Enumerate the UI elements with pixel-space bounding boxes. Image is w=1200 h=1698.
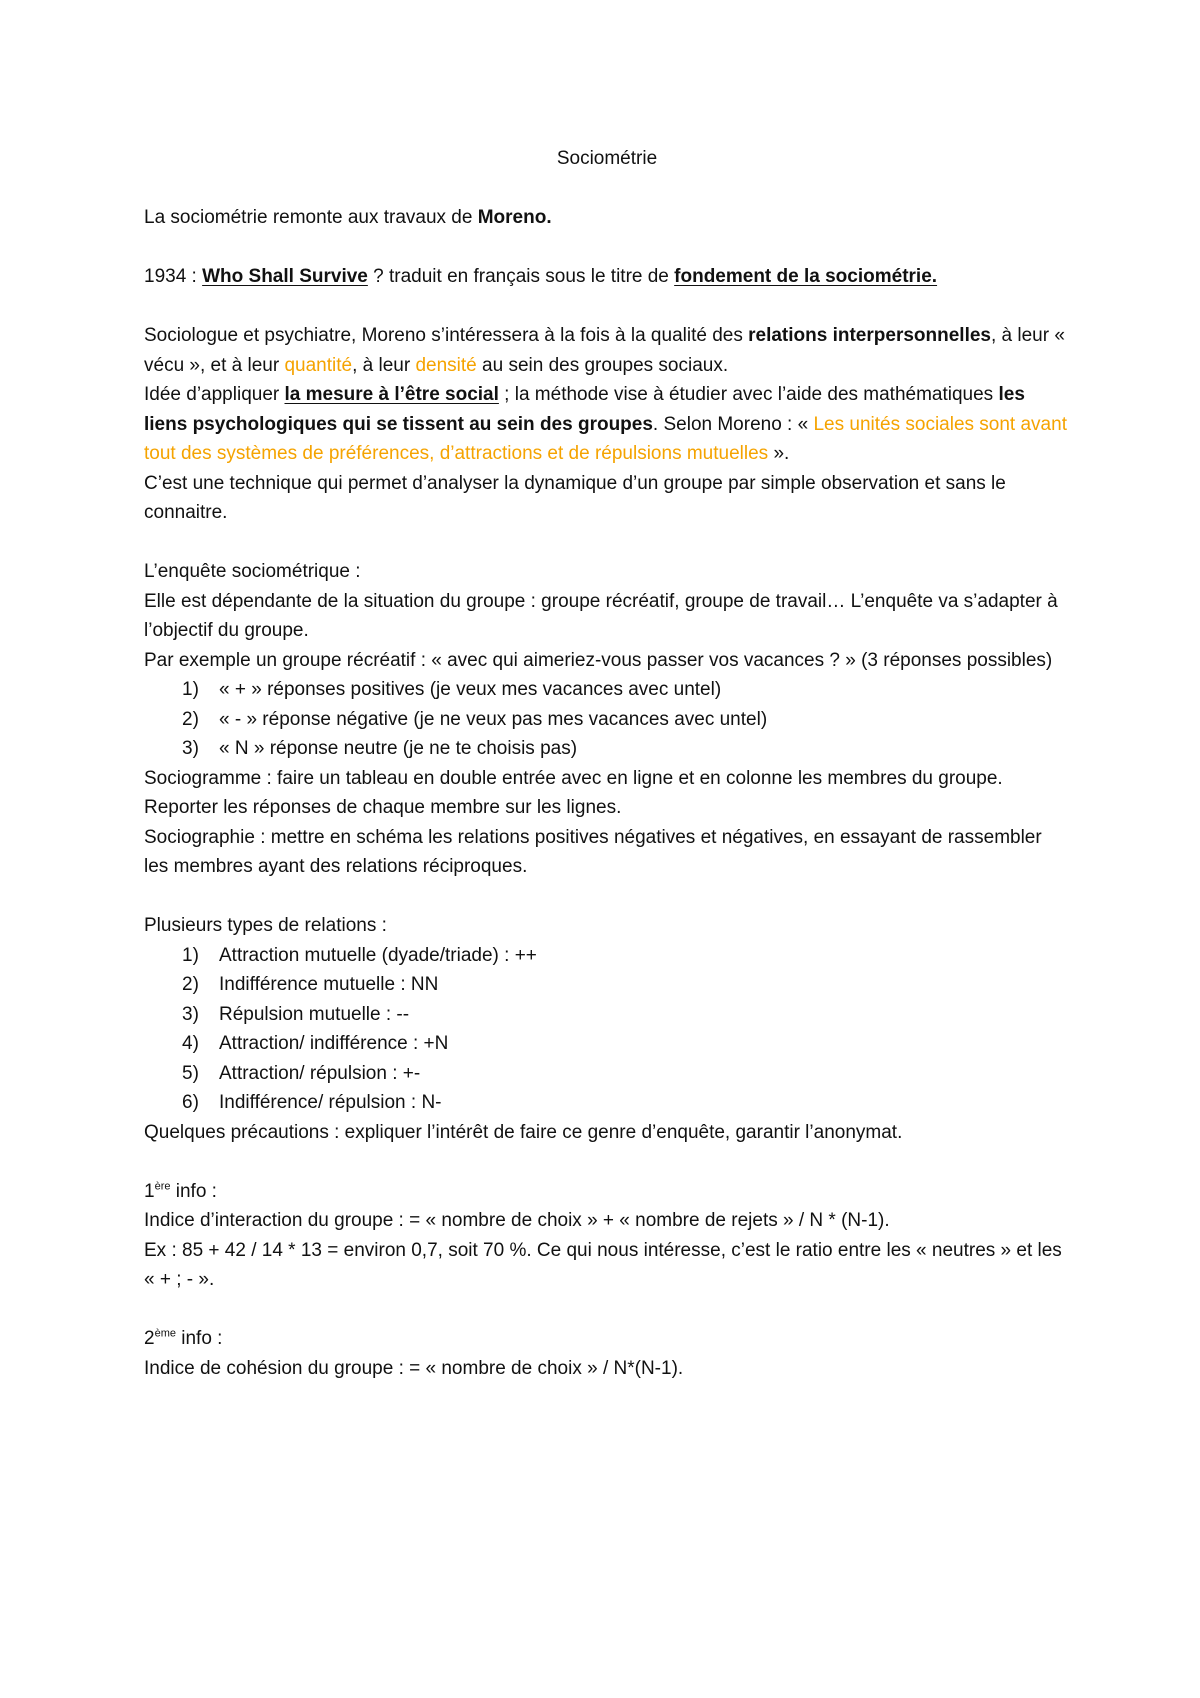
- paragraph-enquete: Elle est dépendante de la situation du groupe : groupe récréatif, groupe de travail… L’enquête va s’adapter à l’objectif du groupe.: [144, 590, 1058, 641]
- info-superscript: ème: [154, 1327, 176, 1340]
- relations-list: [144, 941, 1070, 1118]
- mesure-underline: la mesure à l’être social: [284, 384, 499, 405]
- paragraph-technique: C’est une technique qui permet d’analyser la dynamique d’un groupe par simple observation et sans le connaitre.: [144, 472, 1006, 523]
- info-number: 1: [144, 1180, 155, 1202]
- heading-relations: Plusieurs types de relations :: [144, 915, 387, 936]
- list-text: Indifférence/ répulsion : N-: [219, 1092, 442, 1113]
- list-item: [144, 1059, 1070, 1089]
- paragraph-indice-interaction: Indice d’interaction du groupe : = « nombre de choix » + « nombre de rejets » / N * (N-1).: [144, 1210, 890, 1231]
- moreno-text-d: , à leur: [352, 354, 416, 376]
- idee-text-b: ; la méthode vise à étudier avec l’aide des mathématiques: [498, 384, 999, 405]
- document-title: Sociométrie: [556, 148, 658, 169]
- list-text: Indifférence mutuelle : NN: [219, 974, 439, 995]
- list-text: Attraction mutuelle (dyade/triade) : ++: [219, 944, 537, 966]
- paragraph-1934: [144, 262, 1070, 292]
- responses-list: [144, 675, 1070, 764]
- list-number: 6): [182, 1092, 199, 1113]
- moreno-text-e: au sein des groupes sociaux.: [476, 354, 729, 376]
- idee-text-c: . Selon Moreno :: [652, 413, 798, 435]
- quote-open: «: [797, 413, 814, 435]
- relations-bold: relations interpersonnelles: [748, 325, 991, 346]
- list-text: Attraction/ indifférence : +N: [219, 1033, 449, 1054]
- year-text: 1934 :: [144, 266, 203, 287]
- list-item: [144, 1000, 1070, 1030]
- list-item: [144, 705, 1070, 735]
- list-item: [144, 675, 1070, 705]
- paragraph-sociogramme: Sociogramme : faire un tableau en double entrée avec en ligne et en colonne les membres du groupe. Reporter les réponses de chaque membre sur les lignes.: [144, 767, 1003, 818]
- list-number: 3): [182, 1003, 199, 1025]
- list-item: [144, 1088, 1070, 1118]
- heading-enquete: L’enquête sociométrique :: [144, 561, 361, 582]
- info-label: info :: [170, 1180, 217, 1202]
- list-number: 1): [182, 944, 199, 966]
- idee-text-a: Idée d’appliquer: [144, 384, 285, 405]
- translation-text: ? traduit en français sous le titre de: [367, 266, 675, 287]
- paragraph-exemple-calcul: Ex : 85 + 42 / 14 * 13 = environ 0,7, soit 70 %. Ce qui nous intéresse, c’est le ratio entre les « neutres » et les « + ; - ».: [144, 1239, 1062, 1290]
- list-item: [144, 970, 1070, 1000]
- info-number: 2: [144, 1328, 155, 1349]
- intro-text: La sociométrie remonte aux travaux de: [144, 207, 478, 228]
- paragraph-intro: [144, 203, 1070, 233]
- list-text: Répulsion mutuelle : --: [219, 1003, 410, 1025]
- moreno-text-c: , à leur « vécu », et à leur: [144, 325, 1065, 376]
- list-text: « - » réponse négative (je ne veux pas mes vacances avec untel): [219, 708, 768, 730]
- list-text: « N » réponse neutre (je ne te choisis pas): [219, 738, 578, 759]
- paragraph-sociographie: Sociographie : mettre en schéma les relations positives négatives et négatives, en essayant de rassembler les membres ayant des relations réciproques.: [144, 826, 1042, 877]
- densite-highlight: densité: [415, 354, 477, 376]
- list-item: [144, 734, 1070, 764]
- paragraph-indice-cohesion: Indice de cohésion du groupe : = « nombre de choix » / N*(N-1).: [144, 1357, 684, 1379]
- list-text: « + » réponses positives (je veux mes vacances avec untel): [219, 679, 722, 700]
- paragraph-moreno: [144, 321, 1070, 380]
- info-superscript: ère: [154, 1180, 171, 1193]
- list-item: [144, 1029, 1070, 1059]
- list-number: 4): [182, 1033, 199, 1054]
- book-title-en: Who Shall Survive: [202, 266, 368, 287]
- moreno-quote: Les unités sociales sont avant tout des systèmes de préférences, d’attractions et de répulsions mutuelles: [144, 413, 1067, 464]
- list-number: 3): [182, 738, 199, 759]
- quote-close: ».: [768, 443, 790, 464]
- list-number: 5): [182, 1062, 199, 1084]
- heading-info-2: [144, 1324, 1070, 1354]
- list-number: 2): [182, 974, 199, 995]
- quantite-highlight: quantité: [284, 354, 353, 376]
- intro-moreno: Moreno.: [477, 207, 552, 228]
- list-item: [144, 941, 1070, 971]
- paragraph-precautions: Quelques précautions : expliquer l’intérêt de faire ce genre d’enquête, garantir l’anonymat.: [144, 1121, 903, 1143]
- paragraph-idee: [144, 380, 1070, 469]
- list-number: 2): [182, 708, 199, 730]
- liens-bold: les liens psychologiques qui se tissent au sein des groupes: [144, 384, 1025, 435]
- list-number: 1): [182, 679, 199, 700]
- book-title-fr: fondement de la sociométrie.: [674, 266, 938, 287]
- moreno-text-a: Sociologue et psychiatre, Moreno s’intéressera à la fois à la qualité des: [144, 325, 749, 346]
- list-text: Attraction/ répulsion : +-: [219, 1062, 421, 1084]
- heading-info-1: [144, 1177, 1070, 1207]
- info-label: info :: [175, 1328, 223, 1349]
- paragraph-exemple: Par exemple un groupe récréatif : « avec qui aimeriez-vous passer vos vacances ? » (3 réponses possibles): [144, 649, 1053, 671]
